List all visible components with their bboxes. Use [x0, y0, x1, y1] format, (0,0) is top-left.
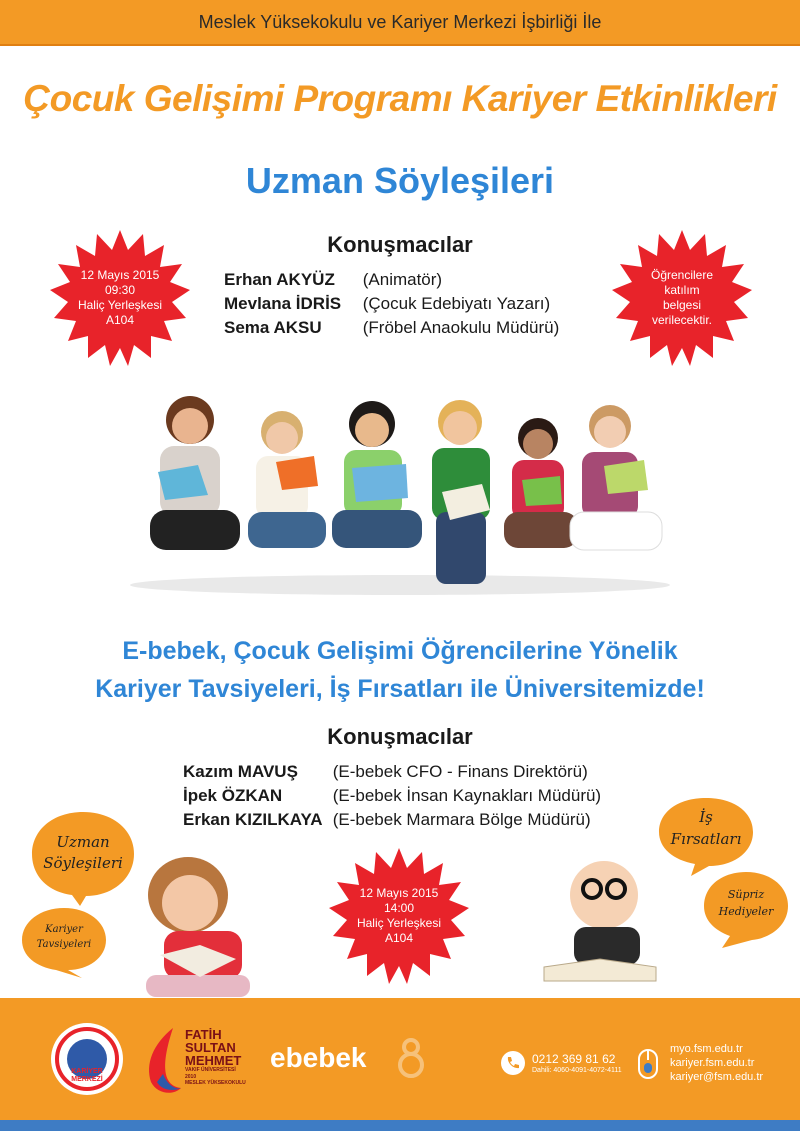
speaker-role: (Fröbel Anaokulu Müdürü): [362, 318, 560, 337]
speaker-row: [183, 784, 601, 808]
speaker-name: Mevlana İDRİS: [224, 294, 342, 313]
fsm-logo: [143, 1024, 253, 1100]
kariyer-merkezi-logo: [50, 1022, 124, 1096]
baby-illustration: [540, 855, 660, 985]
bubble-kariyer-tavsiyeleri: [20, 906, 108, 978]
logo-line: MERKEZİ: [71, 1076, 103, 1083]
cert-line: belgesi: [662, 298, 702, 312]
speaker-row: [224, 292, 559, 316]
web-contact-block: [670, 1042, 763, 1084]
speakers-list-1: [224, 268, 559, 340]
speaker-row: [224, 268, 559, 292]
bubble-is-firsatlari: [655, 794, 757, 878]
bubble-text: [20, 922, 108, 952]
speaker-row: [224, 316, 559, 340]
kariyer-logo-shape: [50, 1022, 124, 1096]
subtitle-uzman-soylesileri: Uzman Söyleşileri: [245, 160, 555, 201]
phone-icon: [500, 1050, 526, 1076]
girl-illustration: [138, 855, 258, 997]
speaker-name: Sema AKSU: [224, 318, 322, 337]
logo-line: SULTAN: [185, 1040, 236, 1055]
badge-place: Haliç Yerleşkesi: [356, 916, 442, 930]
bubble-text: [28, 832, 138, 874]
badge-time: 14:00: [383, 901, 415, 915]
badge-time: 09:30: [104, 283, 136, 297]
email-link[interactable]: kariyer@fsm.edu.tr: [670, 1071, 764, 1083]
phone-extension: Dahili: 4060-4091-4072-4111: [532, 1067, 622, 1074]
cert-line: katılım: [664, 283, 700, 297]
phone-block: [532, 1052, 622, 1076]
badge-place: Haliç Yerleşkesi: [77, 298, 163, 312]
date-badge-text: [329, 846, 469, 986]
logo-line: 2010: [185, 1074, 197, 1080]
badge-date: 12 Mayıs 2015: [80, 268, 160, 282]
logo-line: MESLEK YÜKSEKOKULU: [185, 1080, 246, 1086]
speakers-heading-1: Konuşmacılar: [327, 232, 473, 257]
speaker-name: Erhan AKYÜZ: [224, 270, 335, 289]
children-reading-image: [120, 380, 680, 595]
baby-reading-image: [540, 855, 660, 985]
event2-heading-line1: E-bebek, Çocuk Gelişimi Öğrencilerine Yönelik: [122, 637, 678, 665]
bubble-line: Tavsiyeleri: [36, 939, 92, 950]
logo-line: KARİYER: [71, 1068, 103, 1075]
speakers-list-2: [183, 760, 601, 832]
cert-line: Öğrencilere: [650, 268, 714, 282]
bubble-line: İş: [699, 808, 713, 826]
bubble-line: Fırsatları: [670, 830, 742, 848]
fsm-logo-text: [185, 1028, 246, 1086]
speaker-role: (E-bebek CFO - Finans Direktörü): [332, 762, 588, 781]
bubble-line: Kariyer: [45, 924, 83, 935]
kariyer-logo-text: [50, 1068, 124, 1084]
speaker-name: Kazım MAVUŞ: [183, 762, 298, 781]
speaker-row: [183, 808, 601, 832]
logo-line: MEHMET: [185, 1053, 242, 1068]
logo-line: FATİH: [185, 1027, 222, 1042]
girl-reading-image: [138, 855, 258, 997]
date-badge-text: [50, 228, 190, 368]
badge-room: A104: [105, 313, 135, 327]
bubble-line: Süpriz: [727, 888, 765, 901]
footer: [0, 998, 800, 1120]
bubble-line: Hediyeler: [718, 905, 774, 918]
event2-heading-line2: Kariyer Tavsiyeleri, İş Fırsatları ile Üniversitemizde!: [95, 675, 705, 703]
phone-icon-shape: [500, 1050, 526, 1076]
certificate-text: [612, 228, 752, 368]
speaker-role: (E-bebek İnsan Kaynakları Müdürü): [332, 786, 602, 805]
website-link[interactable]: myo.fsm.edu.tr: [670, 1043, 743, 1055]
top-banner: [0, 0, 800, 46]
ebebek-logo: [270, 1038, 430, 1082]
speakers-heading-2: Konuşmacılar: [327, 724, 473, 749]
website-link[interactable]: kariyer.fsm.edu.tr: [670, 1057, 755, 1069]
bubble-line: Söyleşileri: [43, 854, 123, 872]
speaker-name: İpek ÖZKAN: [183, 786, 283, 805]
bubble-text: [702, 886, 790, 920]
speaker-role: (Animatör): [362, 270, 443, 289]
certificate-badge: [612, 228, 752, 368]
bubble-line: Uzman: [56, 833, 110, 851]
badge-room: A104: [384, 931, 414, 945]
main-title: Çocuk Gelişimi Programı Kariyer Etkinlikleri: [23, 78, 777, 119]
ebebek-logo-text: ebebek: [270, 1042, 367, 1073]
fsm-flame-icon: [143, 1026, 183, 1096]
bubble-uzman-soylesileri: [28, 808, 138, 908]
speaker-row: [183, 760, 601, 784]
mouse-icon-shape: [636, 1048, 660, 1080]
phone-number: 0212 369 81 62: [532, 1052, 616, 1066]
cert-line: verilecektir.: [651, 313, 713, 327]
date-badge-1: [50, 228, 190, 368]
mouse-icon: [636, 1048, 660, 1080]
banner-text: Meslek Yüksekokulu ve Kariyer Merkezi İşbirliği İle: [198, 12, 602, 32]
footer-stripe: [0, 1120, 800, 1131]
ebebek-symbol-icon: [394, 1038, 428, 1078]
bubble-supriz-hediyeler: [702, 868, 790, 948]
bubble-text: [655, 806, 757, 850]
badge-date: 12 Mayıs 2015: [359, 886, 439, 900]
logo-line: VAKIF ÜNİVERSİTESİ: [185, 1067, 236, 1073]
speaker-role: (Çocuk Edebiyatı Yazarı): [362, 294, 551, 313]
speaker-role: (E-bebek Marmara Bölge Müdürü): [332, 810, 591, 829]
speaker-name: Erkan KIZILKAYA: [183, 810, 323, 829]
children-illustration: [120, 380, 680, 595]
date-badge-2: [329, 846, 469, 986]
